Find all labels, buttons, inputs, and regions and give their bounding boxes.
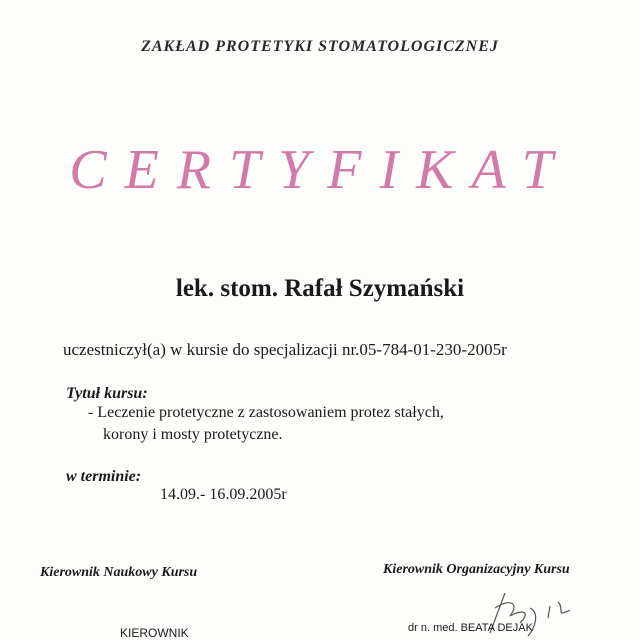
recipient-name: lek. stom. Rafał Szymański bbox=[175, 275, 465, 302]
institution-header: ZAKŁAD PROTETYKI STOMATOLOGICZNEJ bbox=[141, 38, 499, 55]
course-title-line1: - Leczenie protetyczne z zastosowaniem protez stałych, bbox=[88, 404, 444, 421]
stamp-right: dr n. med. BEATA DEJAK bbox=[408, 622, 533, 634]
scientific-director-label: Kierownik Naukowy Kursu bbox=[40, 565, 198, 580]
course-title-label: Tytuł kursu: bbox=[66, 385, 148, 402]
organizational-director-label: Kierownik Organizacyjny Kursu bbox=[383, 562, 570, 577]
stamp-left: KIEROWNIK bbox=[120, 626, 189, 640]
participation-text: uczestniczył(a) w kursie do specjalizacji nr.05-784-01-230-2005r bbox=[63, 340, 507, 359]
date-label: w terminie: bbox=[66, 468, 142, 485]
date-value: 14.09.- 16.09.2005r bbox=[160, 486, 287, 503]
certificate-title: CERTYFIKAT bbox=[69, 139, 571, 201]
course-title-line2: korony i mosty protetyczne. bbox=[103, 426, 283, 443]
